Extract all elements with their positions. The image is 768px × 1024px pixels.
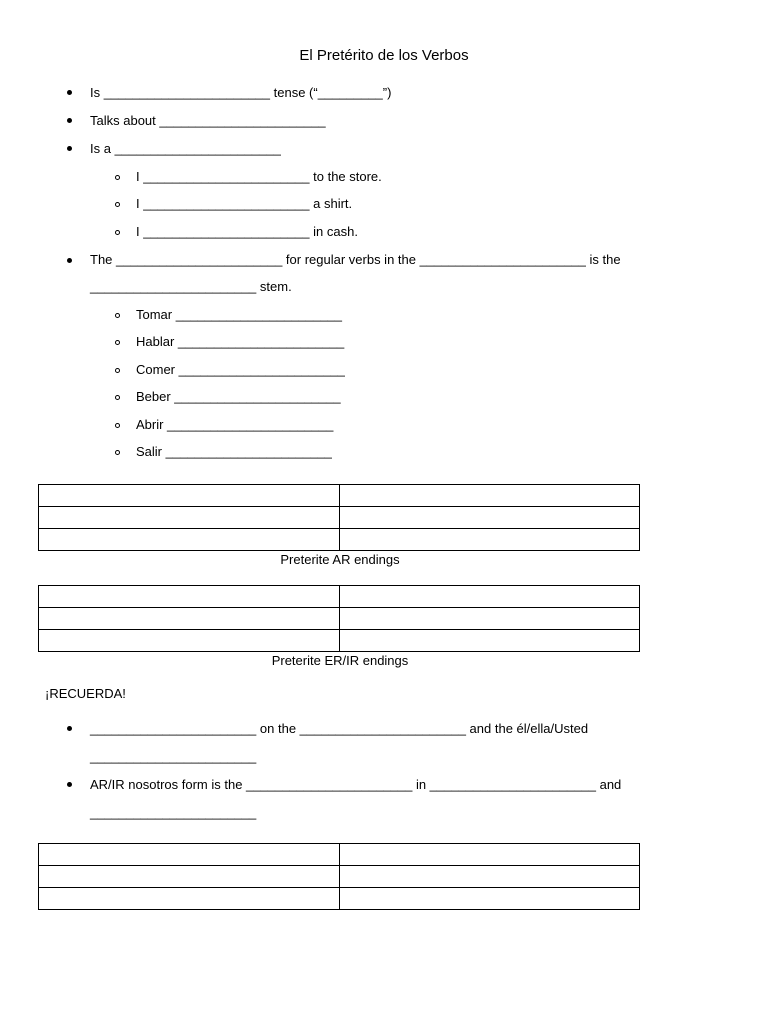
- table-cell: [339, 630, 640, 652]
- line-shirt: I _______________________ a shirt.: [136, 196, 353, 211]
- table-row: [39, 529, 640, 551]
- ar-endings-table: [38, 484, 640, 551]
- bullet-icon: [67, 146, 72, 151]
- recuerda-line-2-cont: _______________________: [90, 805, 257, 820]
- table-cell: [339, 888, 640, 910]
- table-row: [39, 866, 640, 888]
- line-regular-verbs: The _______________________ for regular verbs in the _______________________ is the: [90, 252, 621, 267]
- table-cell: [39, 485, 340, 507]
- recuerda-line-2: AR/IR nosotros form is the _______________________ in _______________________ and: [90, 777, 622, 792]
- bullet-icon: [67, 726, 72, 731]
- erir-endings-caption: Preterite ER/IR endings: [271, 653, 409, 668]
- table-cell: [339, 529, 640, 551]
- table-cell: [339, 485, 640, 507]
- sub-bullet-icon: [115, 423, 120, 428]
- table-cell: [39, 507, 340, 529]
- table-cell: [39, 630, 340, 652]
- sub-bullet-icon: [115, 340, 120, 345]
- table-cell: [39, 608, 340, 630]
- table-cell: [39, 586, 340, 608]
- table-cell: [39, 866, 340, 888]
- table-cell: [39, 888, 340, 910]
- verb-item: Salir _______________________: [136, 444, 332, 459]
- table-row: [39, 485, 640, 507]
- verb-item: Tomar _______________________: [136, 307, 343, 322]
- verb-item: Abrir _______________________: [136, 417, 334, 432]
- table-cell: [339, 507, 640, 529]
- sub-bullet-icon: [115, 175, 120, 180]
- verb-item: Comer _______________________: [136, 362, 345, 377]
- sub-bullet-icon: [115, 395, 120, 400]
- sub-bullet-icon: [115, 230, 120, 235]
- table-cell: [339, 866, 640, 888]
- sub-bullet-icon: [115, 450, 120, 455]
- table-cell: [39, 529, 340, 551]
- sub-bullet-icon: [115, 368, 120, 373]
- line-store: I _______________________ to the store.: [136, 169, 382, 184]
- table-row: [39, 507, 640, 529]
- line-is-a: Is a _______________________: [90, 141, 281, 156]
- table-row: [39, 630, 640, 652]
- recuerda-heading: ¡RECUERDA!: [45, 686, 126, 701]
- bullet-icon: [67, 258, 72, 263]
- page-title: El Pretérito de los Verbos: [299, 47, 469, 64]
- verb-item: Hablar _______________________: [136, 334, 345, 349]
- line-tense: Is _______________________ tense (“_________”): [90, 85, 392, 100]
- table-row: [39, 888, 640, 910]
- recuerda-line-1-cont: _______________________: [90, 749, 257, 764]
- nosotros-table: [38, 843, 640, 910]
- table-row: [39, 844, 640, 866]
- bullet-icon: [67, 90, 72, 95]
- table-row: [39, 586, 640, 608]
- table-cell: [39, 844, 340, 866]
- table-row: [39, 608, 640, 630]
- table-cell: [339, 844, 640, 866]
- sub-bullet-icon: [115, 313, 120, 318]
- line-stem: _______________________ stem.: [90, 279, 292, 294]
- erir-endings-table: [38, 585, 640, 652]
- table-cell: [339, 608, 640, 630]
- bullet-icon: [67, 118, 72, 123]
- recuerda-line-1: _______________________ on the _______________________ and the él/ella/Usted: [90, 721, 589, 736]
- sub-bullet-icon: [115, 202, 120, 207]
- line-cash: I _______________________ in cash.: [136, 224, 358, 239]
- verb-item: Beber _______________________: [136, 389, 341, 404]
- table-cell: [339, 586, 640, 608]
- bullet-icon: [67, 782, 72, 787]
- ar-endings-caption: Preterite AR endings: [280, 552, 400, 567]
- line-talks-about: Talks about _______________________: [90, 113, 326, 128]
